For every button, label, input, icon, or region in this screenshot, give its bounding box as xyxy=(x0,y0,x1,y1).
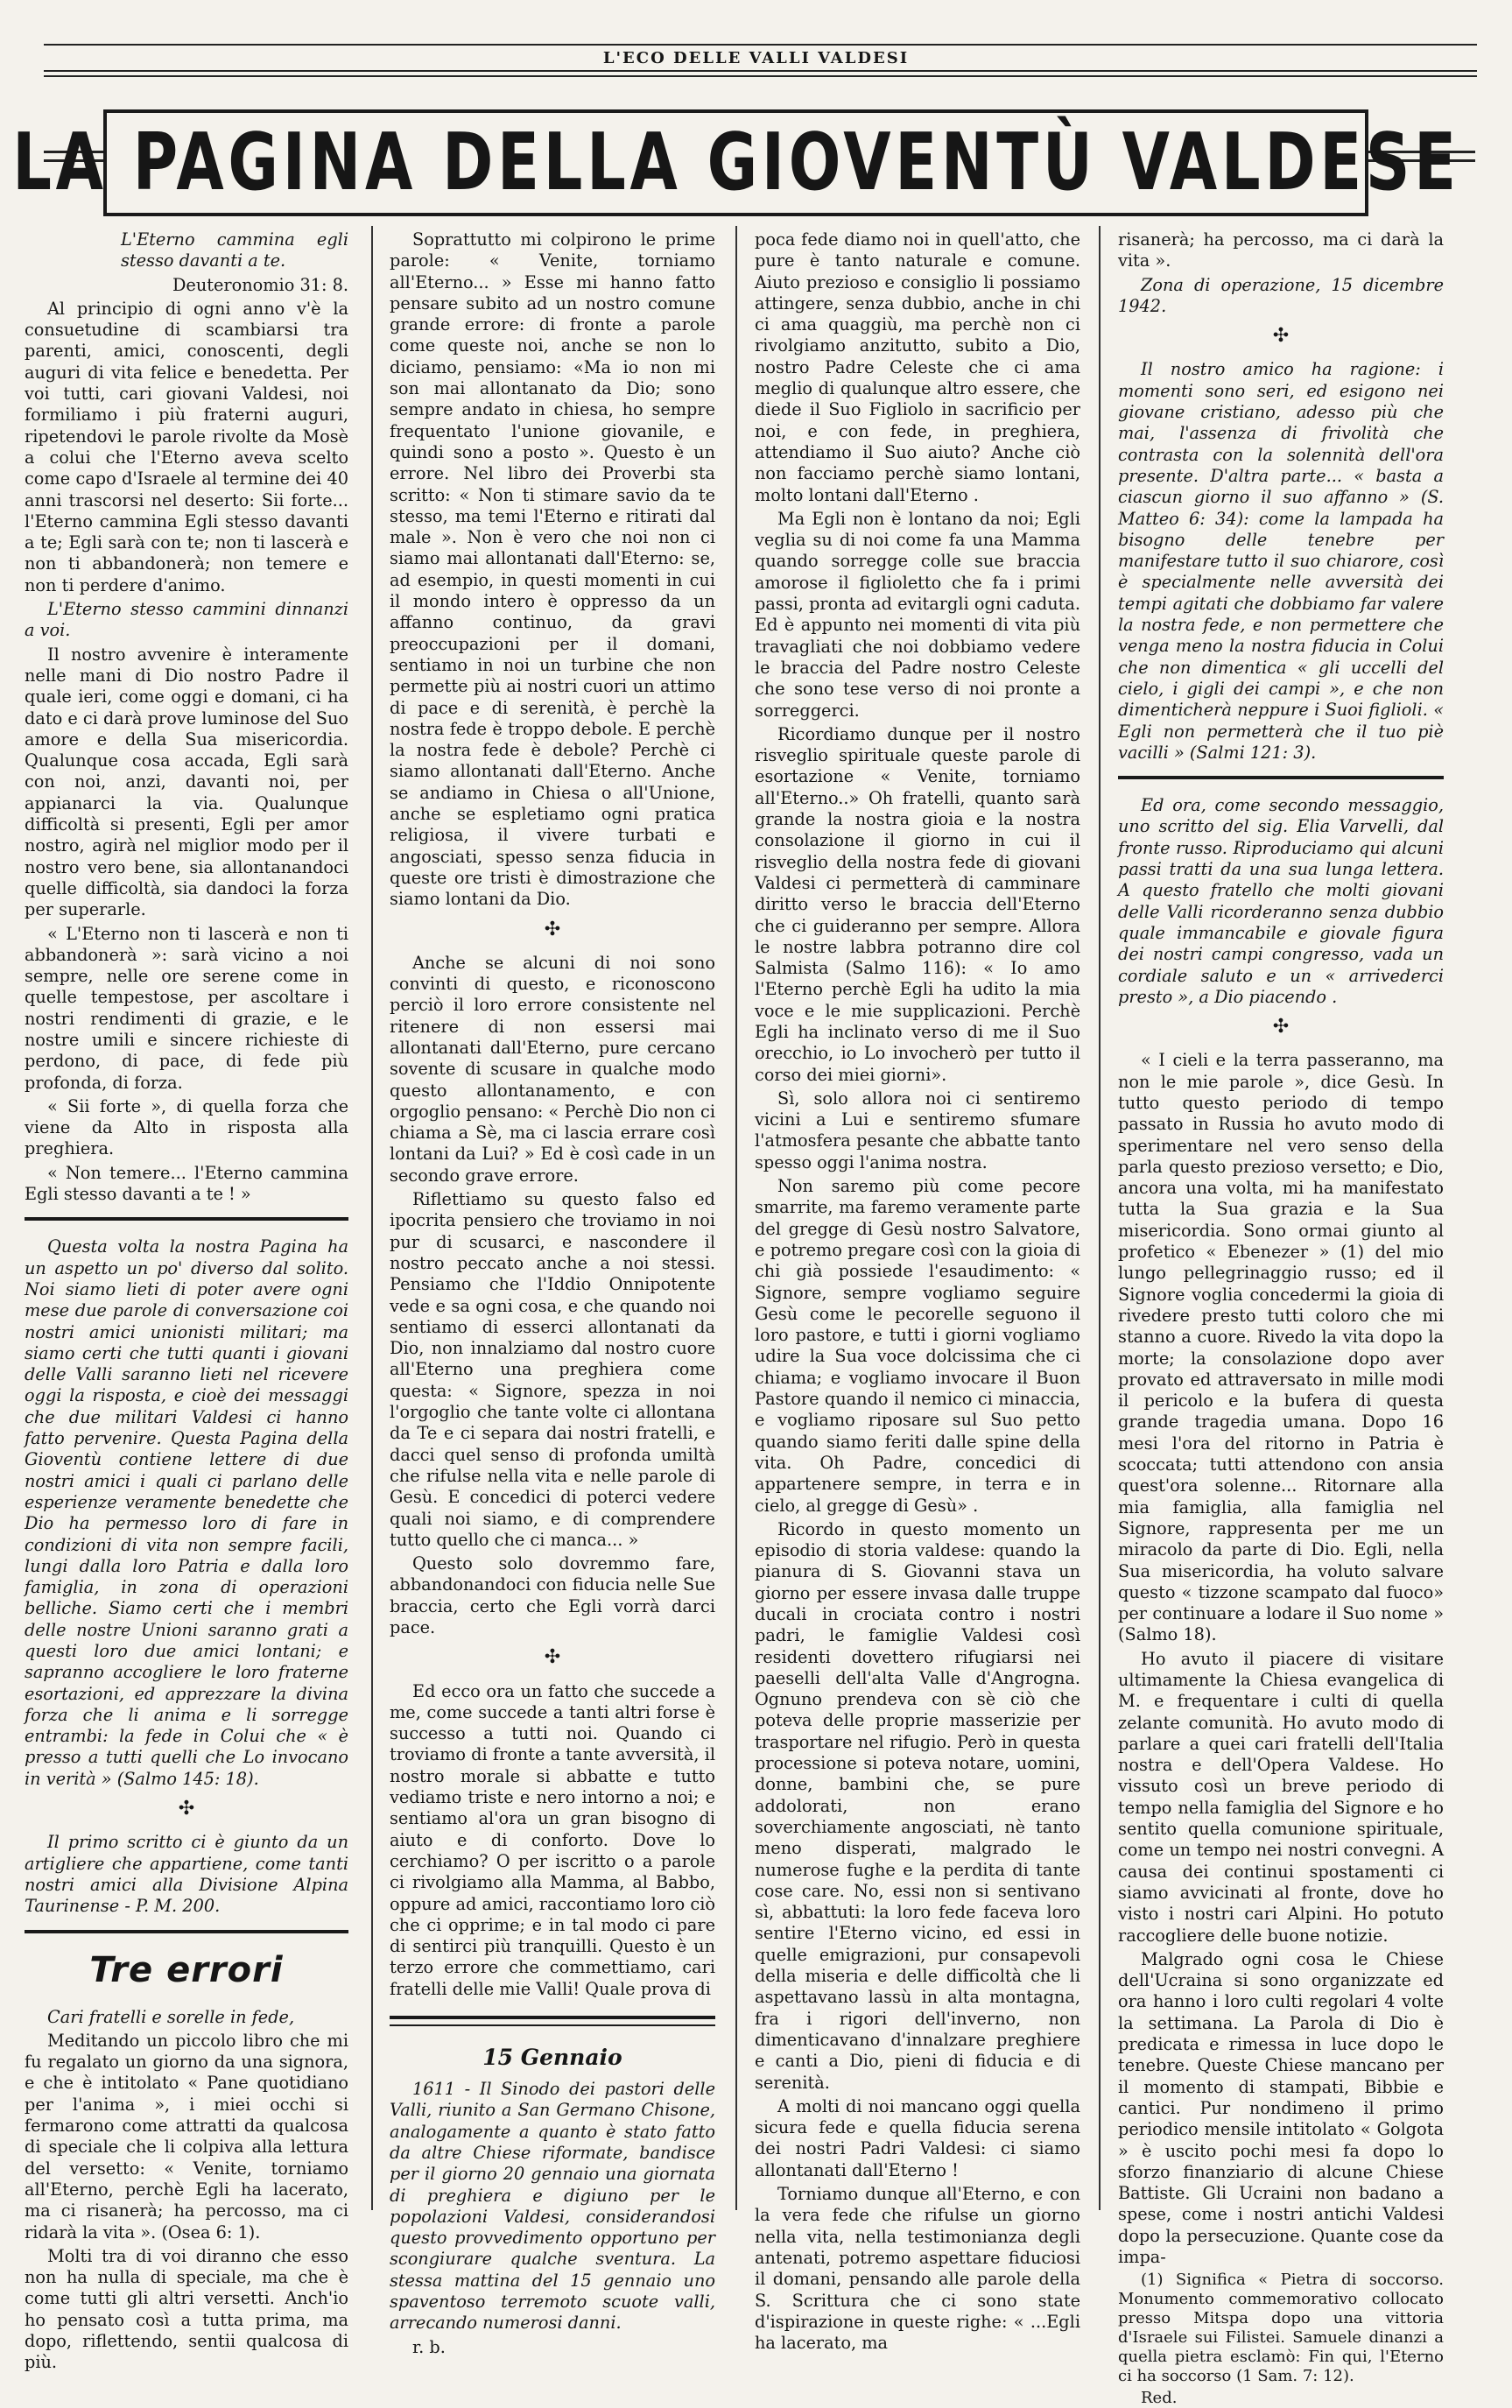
editor-note: Ed ora, come secondo messaggio, uno scritto del sig. Elia Varvelli, dal fronte russo. Riproduciamo qui alcuni passi tratti da una sua lunga lettera. A questo fratello che molti giovani delle Valli ricorderanno senza dubbio quale immancabile e giovale figura dei nostri campi congresso, vada un cordiale saluto e un « arrivederci presto », a Dio piacendo . xyxy=(1118,795,1444,1007)
paragraph: Ricordiamo dunque per il nostro risveglio spirituale queste parole di esortazione « Venite, torniamo all'Eterno..» Oh fratelli, quanto sarà grande la nostra gioia e la nostra consolazione il giorno in cui il risveglio della nostra fede di giovani Valdesi ci permetterà di camminare diritto verso le braccia dell'Eterno che ci guideranno per sempre. Allora le nostre labbra potranno dire col Salmista (Salmo 116): « Io amo l'Eterno perchè Egli ha udito la mia voce e le mie supplicazioni. Perchè Egli ha inclinato verso di me il Suo orecchio, io Lo invocherò per tutto il corso dei miei giorni». xyxy=(755,723,1080,1085)
signature: r. b. xyxy=(412,2336,446,2357)
editor-note: Il primo scritto ci è giunto da un artigliere che appartiene, come tanti nostri amici alla Divisione Alpina Taurinense - P. M. 200. xyxy=(25,1832,348,1917)
header-rule-top xyxy=(44,44,1477,46)
editor-note: Il nostro amico ha ragione: i momenti sono seri, ed esigono nei giovane cristiano, adesso più che mai, l'assenza di frivolità che contrasta con la solennità dell'ora presente. D'altra parte... « basta a ciascun giorno il suo affanno » (S. Matteo 6: 34): come la lampada ha bisogno delle tenebre per manifestare tutto il suo chiarore, così è specialmente nelle avversità dei tempi agitati che dobbiamo far valere la nostra fede, e non permettere che venga meno la nostra fiducia in Colui che non dimentica « gli uccelli del cielo, i gigli dei campi », e che non dimenticherà neppure i Suoi figlioli. « Egli non permetterà che il tuo piè vacilli » (Salmi 121: 3). xyxy=(1118,359,1444,763)
epigraph: L'Eterno cammina egli stesso davanti a te. xyxy=(121,229,348,271)
section-rule-double xyxy=(390,2016,715,2026)
cross-ornament: ✣ xyxy=(544,1646,561,1669)
column-divider-2 xyxy=(735,226,737,2210)
footnote-signature: Red. xyxy=(1141,2389,1178,2408)
paragraph: « I cieli e la terra passeranno, ma non le mie parole », dice Gesù. In tutto questo periodo di tempo passato in Russia ho avuto modo di sperimentare nel vero senso della parla questo prezioso versetto; e Dio, ancora una volta, mi ha manifestato tutta la Sua grazia e la Sua misericordia. Sono ormai giunto al profetico « Ebenezer » (1) del mio lungo pellegrinaggio russo; ed il Signore voglia concedermi la gioia di rivedere presto tutti coloro che mi stanno a cuore. Rivedo la vita dopo la morte; la consolazione dopo aver provato ed attraversato in mille modi il pericolo e la bufera di questa grande tragedia umana. Dopo 16 mesi l'ora del ritorno in Patria è scoccata; tutti attendono con ansia quest'ora solenne... Ritornare alla mia famiglia, alla famiglia nel Signore, rappresenta per me un miracolo da parte di Dio. Egli, nella Sua misericordia, ha voluto salvare questo « tizzone scampato dal fuoco» per continuare a lodare il Suo nome » (Salmo 18). xyxy=(1118,1050,1444,1645)
footnote: (1) Significa « Pietra di soccorso. Monumento commemorativo collocato presso Mitspa dopo una vittoria d'Israele sui Filistei. Samuele dinanzi a quella pietra esclamò: Fin qui, l'Eterno ci ha soccorso (1 Sam. 7: 12). xyxy=(1118,2271,1444,2386)
paragraph: Ed ecco ora un fatto che succede a me, come succede a tanti altri forse è successo a tutti noi. Quando ci troviamo di fronte a tante avversità, il nostro morale si abbatte e tutto vediamo triste e nero intorno a noi; e sentiamo al'ora un gran bisogno di aiuto e di conforto. Dove lo cerchiamo? O per iscritto o a parole ci rivolgiamo alla Mamma, al Babbo, oppure ad amici, raccontiamo loro ciò che ci opprime; e in tal modo ci pare di sentirci più tranquilli. Questo è un terzo errore che commettiamo, cari fratelli delle mie Valli! Quale prova di xyxy=(390,1680,715,1999)
paragraph: Ricordo in questo momento un episodio di storia valdese: quando la pianura di S. Giovanni stava un giorno per essere invasa dalle truppe ducali in crociata contro i nostri padri, le famiglie Valdesi così residenti dovettero rifugiarsi nei paeselli dell'alta Valle d'Angrogna. Ognuno prendeva con sè ciò che poteva delle proprie masserizie per trasportare nel rifugio. Però in questa processione si poteva notare, uomini, donne, bambini che, se pure addolorati, non erano soverchiamente angosciati, nè tanto meno disperati, malgrado le numerose fughe e la perdita di tante cose care. No, essi non si sentivano sì, abbattuti: la loro fede faceva loro sentire l'Eterno vicino, ed essi in quelle emigrazioni, pur consapevoli della miseria e delle difficoltà che li aspettavano lassù in alta montagna, fra i rigori dell'inverno, non dimenticavano d'innalzare preghiere e canti a Dio, pieni di fiducia e di serenità. xyxy=(755,1518,1080,2093)
paragraph: Riflettiamo su questo falso ed ipocrita pensiero che troviamo in noi pur di scusarci, e nascondere il nostro peccato anche a noi stessi. Pensiamo che l'Iddio Onnipotente vede e sa ogni cosa, e che quando noi sentiamo di esserci allontanati da Dio, non innalziamo dal nostro cuore all'Eterno una preghiera come questa: « Signore, spezza in noi l'orgoglio che tante volte ci allontana da Te e ci separa dai nostri fratelli, e dacci quel senso di profonda umiltà che rifulse nella vita e nelle parole di Gesù. E concedici di poterci vedere quali noi siamo, e di comprendere tutto quello che ci manca... » xyxy=(390,1189,715,1550)
paragraph: « L'Eterno non ti lascerà e non ti abbandonerà »: sarà vicino a noi sempre, nelle ore serene come in quelle tempestose, per ascoltare i nostri rendimenti di grazie, e le nostre umili e sincere richieste di perdono, di pace, di fede più profonda, di forza. xyxy=(25,923,348,1093)
paragraph: Questo solo dovremmo fare, abbandonandoci con fiducia nelle Sue braccia, certo che Egli vorrà darci pace. xyxy=(390,1553,715,1637)
paragraph: Torniamo dunque all'Eterno, e con la vera fede che rifulse un giorno nella vita, nella testimonianza degli antenati, potremo aspettare fiduciosi il domani, pensando alle parole della S. Scrittura che ci sono state d'ispirazione in queste righe: « ...Egli ha lacerato, ma xyxy=(755,2184,1080,2354)
column-divider-3 xyxy=(1099,226,1101,2210)
column-1 xyxy=(25,229,349,2373)
date-heading: 15 Gennaio xyxy=(482,2045,622,2071)
paragraph: Meditando un piccolo libro che mi fu regalato un giorno da una signora, e che è intitolato « Pane quotidiano per l'anima », i miei occhi si fermarono come attratti da qualcosa di speciale che li colpiva alla lettura del versetto: « Venite, torniamo all'Eterno, perchè Egli ha lacerato, ma ci risanerà; ha percosso, ma ci ridarà la vita ». (Osea 6: 1). xyxy=(25,2030,348,2243)
header-rule-bottom xyxy=(44,75,1477,77)
paragraph: « Non temere... l'Eterno cammina Egli stesso davanti a te ! » xyxy=(25,1162,348,1205)
paragraph: A molti di noi mancano oggi quella sicura fede e quella fiducia serena dei nostri Padri Valdesi: ci siamo allontanati dall'Eterno ! xyxy=(755,2095,1080,2180)
column-4 xyxy=(1118,229,1444,2408)
column-divider-1 xyxy=(371,226,373,2210)
salutation: Cari fratelli e sorelle in fede, xyxy=(47,2006,295,2027)
paragraph: Anche se alcuni di noi sono convinti di questo, e riconoscono perciò il loro errore consistente nel ritenere di non essersi mai allontanati dall'Eterno, pure cercano sovente di scusare in qualche modo questo allontanamento, e con orgoglio pensano: « Perchè Dio non ci chiama a Sè, ma ci lascia errare così lontani da Lui? » Ed è così cade in un secondo grave errore. xyxy=(390,952,715,1186)
paragraph: Non saremo più come pecore smarrite, ma faremo veramente parte del gregge di Gesù nostro Salvatore, e potremo pregare così con la gioia di chi già possiede l'esaudimento: « Signore, sempre vogliamo seguire Gesù come le pecorelle seguono il loro pastore, e tutti i giorni vogliamo udire la Sua voce dolcissima che ci chiama; e vogliamo invocare il Buon Pastore quando il nemico ci minaccia, e vogliamo riposare sul Suo petto quando siamo feriti dalle spine della vita. Oh Padre, concedici di appartenere sempre, in terra e in cielo, al gregge di Gesù» . xyxy=(755,1176,1080,1516)
title-banner xyxy=(11,109,1460,216)
place-date: Zona di operazione, 15 dicembre 1942. xyxy=(1118,274,1444,316)
paragraph: L'Eterno stesso cammini dinnanzi a voi. xyxy=(25,599,348,641)
paragraph: Il nostro avvenire è interamente nelle mani di Dio nostro Padre il quale ieri, come oggi e domani, ci ha dato e ci darà prove luminose del Suo amore e della Sua misericordia. Qualunque cosa accada, Egli sarà con noi, anzi, davanti noi, per appianarci la via. Qualunque difficoltà si presenti, Egli per amor nostro, agirà nel miglior modo per il nostro vero bene, sia allontanandoci quelle difficoltà, sia dandoci la forza per superarle. xyxy=(25,644,349,920)
paragraph: Sì, solo allora noi ci sentiremo vicini a Lui e sentiremo sfumare l'atmosfera pesante che abbatte tanto spesso oggi l'anima nostra. xyxy=(755,1088,1080,1172)
paragraph: Ma Egli non è lontano da noi; Egli veglia su di noi come fa una Mamma quando sorregge colle sue braccia amorose il figlioletto che fa i primi passi, pronta ad evitargli ogni caduta. Ed è appunto nei momenti di vita più travagliati che noi dobbiamo vedere le braccia del Padre nostro Celeste che sono tese verso di noi pronte a sorreggerci. xyxy=(755,508,1080,721)
paragraph: risanerà; ha percosso, ma ci darà la vita ». xyxy=(1118,229,1444,271)
paragraph: poca fede diamo noi in quell'atto, che pure è tanto naturale e comune. Aiuto prezioso e consiglio li possiamo attingere, senza dubbio, anche in chi ci ama quaggiù, ma perchè non ci rivolgiamo anzitutto, subito a Dio, nostro Padre Celeste che ci ama meglio di qualunque altro essere, che diede il Suo Figliolo in sacrificio per noi, e con fede, in preghiera, attendiamo il Suo aiuto? Anche ciò non facciamo perchè siamo lontani, molto lontani dall'Eterno . xyxy=(755,229,1080,505)
section-heading: Tre errori xyxy=(89,1949,284,1990)
cross-ornament: ✣ xyxy=(178,1798,195,1820)
cross-ornament: ✣ xyxy=(1272,325,1290,348)
column-2 xyxy=(390,229,715,2357)
section-rule xyxy=(25,1930,348,1933)
section-rule xyxy=(1118,776,1444,779)
history-note: 1611 - Il Sinodo dei pastori delle Valli, riunito a San Germano Chisone, analogamente a quanto è stato fatto da altre Chiese riformate, bandisce per il giorno 20 gennaio una giornata di preghiera e digiuno per le popolazioni Valdesi, considerandosi questo provvedimento opportuno per scongiurare qualche sventura. La stessa mattina del 15 gennaio uno spaventoso terremoto scuote valli, arrecando numerosi danni. xyxy=(390,2079,715,2334)
cross-ornament: ✣ xyxy=(1272,1016,1290,1039)
epigraph-reference: Deuteronomio 31: 8. xyxy=(172,274,348,295)
editor-note: Questa volta la nostra Pagina ha un aspetto un po' diverso dal solito. Noi siamo lieti di poter avere ogni mese due parole di conversazione coi nostri amici unionisti militari; ma siamo certi che tutti quanti i giovani delle Valli saranno lieti nel ricevere oggi la risposta, e cioè dei messaggi che due militari Valdesi ci hanno fatto pervenire. Questa Pagina della Gioventù contiene lettere di due nostri amici i quali ci parlano delle esperienze veramente benedette che Dio ha permesso loro di fare in condizioni di vita non sempre facili, lungi dalla loro Patria e dalla loro famiglia, in zona di operazioni belliche. Siamo certi che i membri delle nostre Unioni saranno grati a questi loro due amici lontani; e sapranno accogliere le loro fraterne esortazioni, ed apprezzare la divina forza che li anima e li sorregge entrambi: la fede in Colui che « è presso a tutti quelli che Lo invocano in verità » (Salmo 145: 18). xyxy=(25,1236,348,1789)
paragraph: Al principio di ogni anno v'è la consuetudine di scambiarsi tra parenti, amici, conoscenti, degli auguri di vita felice e benedetta. Per voi tutti, cari giovani Valdesi, noi formiliamo i più fraterni auguri, ripetendovi le parole rivolte da Mosè a colui che l'Eterno aveva scelto come capo d'Israele al termine dei 40 anni trascorsi nel deserto: Sii forte... l'Eterno cammina Egli stesso davanti a te; Egli sarà con te; non ti lascerà e non ti abbandonerà; non temere e non ti perdere d'animo. xyxy=(25,298,348,595)
paragraph: Molti tra di voi diranno che esso non ha nulla di speciale, ma che è come tutti gli altri versetti. Anch'io ho pensato così a tutta prima, ma dopo, riflettendo, sentii qualcosa di più. xyxy=(25,2245,348,2373)
paragraph: Soprattutto mi colpirono le prime parole: « Venite, torniamo all'Eterno... » Esse mi hanno fatto pensare subito ad un nostro comune grande errore: di fronte a parole come queste noi, anche se non lo diciamo, pensiamo: «Ma io non mi son mai allontanato da Dio; sono sempre andato in chiesa, ho sempre frequentato l'unione giovanile, e quindi sono a posto ». Questo è un errore. Nel libro dei Proverbi sta scritto: « Non ti stimare savio da te stesso, ma temi l'Eterno e ritirati dal male ». Non è vero che noi non ci siamo mai allontanati dall'Eterno: se, ad esempio, in questi momenti in cui il mondo intero è oppresso da un affanno continuo, da gravi preoccupazioni per il domani, sentiamo in noi un turbine che non permette più ai nostri cuori un attimo di pace e di serenità, è perchè la nostra fede è troppo debole. E perchè la nostra fede è debole? Perchè ci siamo allontanati dall'Eterno. Anche se andiamo in Chiesa o all'Unione, anche se espletiamo ogni pratica religiosa, il vivere turbati e angosciati, spesso senza fiducia in queste ore tristi è dimostrazione che siamo lontani da Dio. xyxy=(390,229,715,910)
header-rule-mid xyxy=(44,70,1477,72)
section-rule xyxy=(25,1217,348,1221)
column-3 xyxy=(755,229,1080,2354)
cross-ornament: ✣ xyxy=(544,918,561,940)
paragraph: « Sii forte », di quella forza che viene da Alto in risposta alla preghiera. xyxy=(25,1095,348,1159)
page-title: LA PAGINA DELLA GIOVENTÙ VALDESE xyxy=(11,116,1460,208)
paragraph: Malgrado ogni cosa le Chiese dell'Ucraina si sono organizzate ed ora hanno i loro culti regolari 4 volte la settimana. La Parola di Dio è predicata e rimessa in luce dopo le tenebre. Queste Chiese mancano per il momento di stampati, Bibbie e cantici. Pur nondimeno il primo periodico mensile intitolato « Golgota » è uscito pochi mesi fa dopo lo sforzo finanziario di alcune Chiese Battiste. Gli Ucraini non badano a spese, come i nostri antichi Valdesi dopo la persecuzione. Quante cose da impa- xyxy=(1118,1948,1444,2268)
running-head: L'ECO DELLE VALLI VALDESI xyxy=(602,49,910,67)
paragraph: Ho avuto il piacere di visitare ultimamente la Chiesa evangelica di M. e frequentare i culti di quella zelante comunità. Ho avuto modo di parlare a quei cari fratelli dell'Italia nostra e dell'Opera Valdese. Ho vissuto così un breve periodo di tempo nella famiglia del Signore e ho sentito quella comunione spirituale, come un tempo nei nostri convegni. A causa dei continui spostamenti ci siamo avvicinati al fronte, dove ho visto i nostri cari Alpini. Ho potuto raccogliere delle buone notizie. xyxy=(1118,1648,1444,1946)
